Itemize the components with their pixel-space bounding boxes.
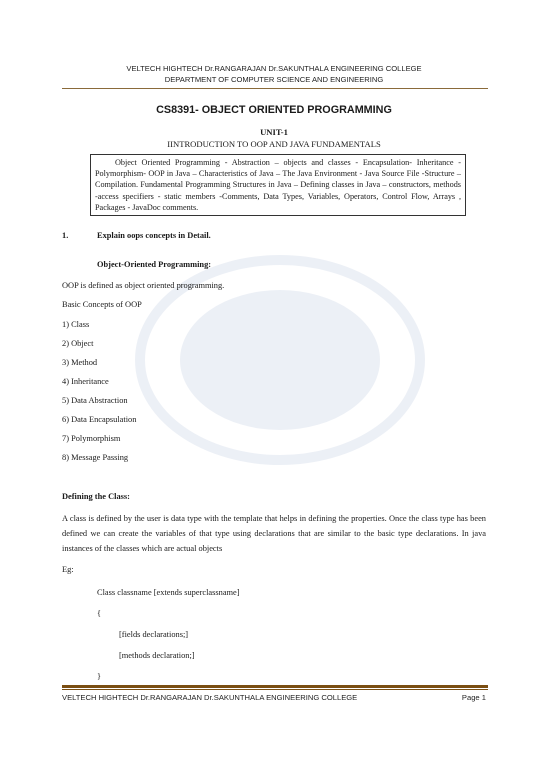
oop-definition: OOP is defined as object oriented programming. xyxy=(62,281,225,290)
list-item: 7) Polymorphism xyxy=(62,434,121,443)
list-item: 6) Data Encapsulation xyxy=(62,415,137,424)
footer-divider-thin xyxy=(62,689,488,690)
list-item: 3) Method xyxy=(62,358,98,367)
list-item: 1) Class xyxy=(62,320,90,329)
header-divider xyxy=(62,88,488,89)
footer-divider xyxy=(62,685,488,688)
code-line: } xyxy=(97,672,102,681)
oop-heading: Object-Oriented Programming: xyxy=(97,260,212,269)
footer-college-name: VELTECH HIGHTECH Dr.RANGARAJAN Dr.SAKUNTHALA ENGINEERING COLLEGE xyxy=(62,693,358,702)
unit-label: UNIT-1 xyxy=(260,127,288,137)
question-text: Explain oops concepts in Detail. xyxy=(97,231,211,240)
example-label: Eg: xyxy=(62,565,74,574)
page-header xyxy=(62,63,486,85)
list-item: 4) Inheritance xyxy=(62,377,109,386)
class-paragraph: A class is defined by the user is data type with the template that helps in defining the properties. Once the class type has been defined we can create the variables of that type using declarations that are similar to the basic type declarations. In java instances of the classes which are actual objects xyxy=(62,514,486,553)
code-line: [fields declarations;] xyxy=(119,630,189,639)
syllabus-box: Object Oriented Programming - Abstraction – objects and classes - Encapsulation- Inheritance - Polymorphism- OOP in Java – Characteristics of Java – The Java Environment - Java Source File -Structure – Compilation. Fundamental Programming Structures in Java – Defining classes in Java – constructors, methods -access specifiers - static members -Comments, Data Types, Variables, Operators, Control Flow, Arrays , Packages - JavaDoc comments. xyxy=(90,154,466,216)
unit-subtitle: IINTRODUCTION TO OOP AND JAVA FUNDAMENTALS xyxy=(167,139,381,149)
code-line: [methods declaration;] xyxy=(119,651,195,660)
code-line: { xyxy=(97,609,102,618)
header-department: DEPARTMENT OF COMPUTER SCIENCE AND ENGINEERING xyxy=(164,75,384,84)
list-item: 2) Object xyxy=(62,339,94,348)
basic-concepts-label: Basic Concepts of OOP xyxy=(62,300,142,309)
course-title: CS8391- OBJECT ORIENTED PROGRAMMING xyxy=(156,104,392,116)
header-college-name: VELTECH HIGHTECH Dr.RANGARAJAN Dr.SAKUNTHALA ENGINEERING COLLEGE xyxy=(126,64,422,73)
page-number: Page 1 xyxy=(461,693,486,702)
code-line: Class classname [extends superclassname] xyxy=(97,588,240,597)
list-item: 8) Message Passing xyxy=(62,453,129,462)
question-number: 1. xyxy=(62,231,69,240)
question-heading xyxy=(62,231,211,240)
list-item: 5) Data Abstraction xyxy=(62,396,128,405)
class-heading: Defining the Class: xyxy=(62,492,130,501)
